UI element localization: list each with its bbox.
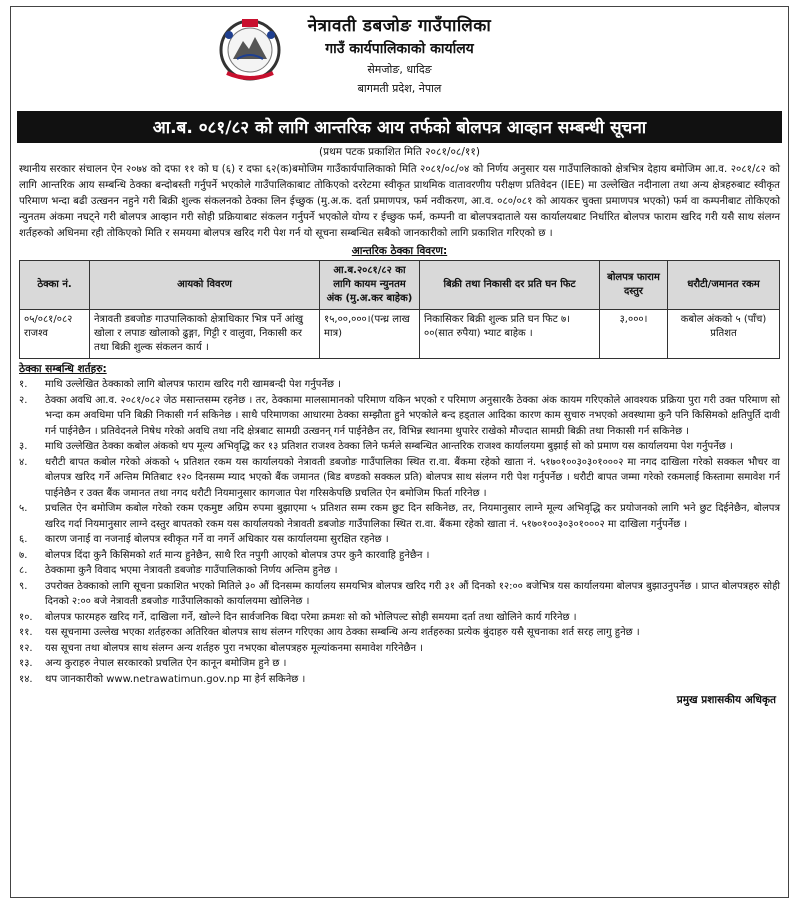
term-text: माथि उल्लेखित ठेक्का कबोल अंकको थप मूल्य अभिवृद्धि कर १३ प्रतिशत राजश्व ठेक्का लिने फर्मले सम्बन्धित आन्तरिक राजश्व कार्यालयमा बुझाई सो को प्रमाण यस कार्यालयमा पेश गर्नुपर्नेछ । [45, 441, 733, 452]
term-text: उपरोक्त ठेक्काको लागि सूचना प्रकाशित भएको मितिले ३० औं दिनसम्म कार्यालय समयभित्र बोलपत्र खरिद गरी ३१ औं दिनको १२:०० बजेभित्र यस कार्यालयमा बोलपत्र बुझाउनुपर्नेछ । प्राप्त बोलपत्रहरु सोही दिनको २:०० बजे नेत्रावती डबजोङ गाउँपालिकाको कार्यालयमा खोलिनेछ । [45, 580, 780, 607]
list-item [19, 439, 780, 455]
term-text: बोलपत्र दिंदा कुनै किसिमको शर्त मान्य हुनेछैन, साथै रित नपुगी आएको बोलपत्र उपर कुनै कारवाहि हुनेछैन । [45, 549, 430, 561]
notice-title: आ.ब. ०८१/८२ को लागि आन्तरिक आय तर्फको बोलपत्र आव्हान सम्बन्धी सूचना [17, 111, 782, 143]
term-text: बोलपत्र फारमहरु खरिद गर्ने, दाखिला गर्ने, खोल्ने दिन सार्वजनिक बिदा परेमा क्रमशः सो को भोलिपल्ट सोही समयमा दर्ता तथा खोलिने कार्य गरिनेछ । [45, 611, 577, 623]
term-text: धरौटी बापत कबोल गरेको अंकको ५ प्रतिशत रकम यस कार्यालयको नेत्रावती डबजोङ गाउँपालिका स्थित रा.वा. बैंकमा रहेको खाता नं. ५१७०१००३०३०१०००२ मा नगद दाखिला गरेको सक्कल भौचर वा बोलपत्र खरिद गर्ने अन्तिम मितिबाट १२० दिनसम्म म्याद भएको बैंक जमानत (बिड बण्डको सक्कल प्रति) बोलपत्र साथ संलग्न गरी पेश गर्नुपर्नेछ । धरौटी बापत जम्मा गरेको रकमलाई किस्तामा समावेश गर्न पाईनेछैन र उक्त बैंक जमानत तथा नगद धरौटी नियमानुसार कागजात पेश गरिसकेपछि प्रचलित ऐन बमोजिम फिर्ता गरिनेछ । [45, 456, 780, 499]
list-item [19, 625, 780, 641]
term-number: ७. [19, 549, 28, 561]
list-item [19, 579, 780, 610]
term-text: यस सूचनामा उल्लेख भएका शर्तहरुका अतिरिक्त बोलपत्र साथ संलग्न गरिएका आय ठेक्का सम्बन्धि अन्य शर्तहरुका प्रत्येक बुंदाहरु यसै सूचनाका शर्त सरह लागु हुनेछ । [45, 627, 640, 638]
table-cell: निकासिकर बिक्री शुल्क प्रति घन फिट ७।००(सात रुपैया) भ्याट बाहेक । [420, 310, 600, 359]
terms-heading: ठेक्का सम्बन्धि शर्तहरु: [19, 363, 107, 375]
term-number: १०. [19, 611, 33, 623]
table-cell: ०५/०८१/०८२ राजश्व [20, 310, 90, 359]
office-location: सेमजोङ, धादिङ [367, 63, 432, 76]
term-number: ५. [19, 503, 28, 514]
term-text: माथि उल्लेखित ठेक्काको लागि बोलपत्र फाराम खरिद गरी खामबन्दी पेश गर्नुपर्नेछ । [45, 379, 342, 390]
table-row [20, 310, 780, 359]
table-cell: नेत्रावती डबजोङ गाउपालिकाको क्षेत्राधिकार भित्र पर्ने आंखु खोला र लपाङ खोलाको ढुङ्गा, गिट्टी र वालुवा, निकासी कर तथा बिक्री शुल्क संकलन कार्य । [90, 310, 320, 359]
municipality-name: नेत्रावती डबजोङ गाउँपालिका [307, 16, 492, 36]
table-cell: कबोल अंकको ५ (पाँच) प्रतिशत [668, 310, 780, 359]
contract-table-title: आन्तरिक ठेक्का विवरण: [351, 245, 448, 257]
office-name: गाउँ कार्यपालिकाको कार्यालय [325, 41, 474, 57]
col-header: धरौटी/जमानत रकम [668, 261, 780, 310]
term-number: १३. [19, 658, 33, 669]
list-item [19, 672, 780, 688]
list-item [19, 610, 780, 626]
list-item [19, 641, 780, 657]
province-name: बागमती प्रदेश, नेपाल [357, 82, 442, 95]
table-cell: ३,०००। [600, 310, 668, 359]
term-text: अन्य कुराहरु नेपाल सरकारको प्रचलित ऐन कानून बमोजिम हुने छ । [45, 658, 287, 669]
list-item [19, 455, 780, 502]
term-text: कारण जनाई वा नजनाई बोलपत्र स्वीकृत गर्ने वा नगर्ने अधिकार यस कार्यालयमा सुरक्षित रहनेछ । [45, 534, 389, 545]
col-header: आ.ब.२०८१/८२ का लागि कायम न्युनतम अंक (मु.अ.कर बाहेक) [320, 261, 420, 310]
notice-page [10, 6, 789, 898]
col-header: ठेक्का नं. [20, 261, 90, 310]
list-item [19, 548, 780, 564]
nepal-government-emblem-icon [215, 15, 285, 81]
table-cell: १५,००,०००।(पन्ध्र लाख मात्र) [320, 310, 420, 359]
publication-date: (प्रथम पटक प्रकाशित मिति २०८१/०८/११) [319, 146, 480, 158]
contract-table [19, 260, 780, 359]
term-number: ८. [19, 565, 28, 576]
intro-paragraph: स्थानीय सरकार संचालन ऐन २०७४ को दफा ११ को घ (६) र दफा ६२(क)बमोजिम गाउँकार्यपालिकाको मिति २०८१/०८/०४ को निर्णय अनुसार यस गाउँपालिकाको क्षेत्रभित्र देहाय बमोजिम आ.व. २०८१/८२ को लागि आन्तरिक आय सम्बन्धि ठेक्का बन्दोबस्ती गर्नुपर्ने भएकोले गाउँपालिकाबाट तोकिएको दररेटमा स्वीकृत प्राथमिक वातावरणीय परीक्षण प्रतिवेदन (IEE) मा उल्लेखित नदीनाला तथा अन्य क्षेत्रहरुबाट स्वीकृत परिमाण भन्दा बढी उत्खनन नहुने गरी बिक्री शुल्क संकलनको ठेक्का लिन ईच्छुक (मु.अ.क. दर्ता प्रमाणपत्र, फर्म नवीकरण, आ.व. ०८०/०८१ को आयकर चुक्ता प्रमाणपत्र भएको) फर्म वा कम्पनीबाट तोकिएको न्युनतम अंकमा नघट्ने गरी बोलपत्र आव्हान गरी सोही प्रक्रियाबाट संकलन गर्नुपर्ने भएकोले योग्य र ईच्छुक फर्म, कम्पनी वा बोलपत्रदाताले यस कार्यालयबाट निर्धारित बोलपत्र फाराम खरिद गरी यसै साथ संलग्न शर्तहरुको अधिनमा रही तोकिएको मिति र समयमा बोलपत्र खरिद गरी पेश गर्न यो सूचना सम्बन्धित सबैको जानकारीको लागि प्रकाशित गरिएको छ । [19, 164, 780, 239]
term-text: थप जानकारीको www.netrawatimun.gov.np मा हेर्न सकिनेछ । [45, 673, 306, 685]
term-number: २. [19, 394, 28, 406]
term-number: ९. [19, 580, 28, 592]
term-text: यस सूचना तथा बोलपत्र साथ संलग्न अन्य शर्तहरु पुरा नभएका बोलपत्रहरु मूल्यांकनमा समावेश गरिनेछैन । [45, 642, 424, 654]
letterhead [19, 13, 780, 109]
term-number: १. [19, 379, 28, 390]
term-text: ठेक्कामा कुनै विवाद भएमा नेत्रावती डबजोङ गाउँपालिकाको निर्णय अन्तिम हुनेछ । [45, 565, 338, 576]
term-number: १२. [19, 642, 33, 654]
term-number: ६. [19, 534, 28, 545]
term-text: ठेक्का अवधि आ.व. २०८१/०८२ जेठ मसान्तसम्म रहनेछ । तर, ठेक्कामा मालसामानको परिमाण यकिन भएको र परिमाण अनुसारकै ठेक्का अंक कायम गरिएकोले आवश्यक प्रक्रिया पुरा गरी उक्त परिमाण सो भन्दा कम अवधिमा पनि बिक्री निकासी गर्न सकिनेछ । साथै परिमाणका आधारमा ठेक्का सम्झौता हुने भएकोले बन्द हड्ताल आदिका कारण काम सुचारु नभएको अवस्थामा कुनै पनि किसिमको क्षतिपुर्ति दावी गर्न पाईनेछैन । प्रतिवेदनले निषेध गरेको अवधि तथा नदि क्षेत्रबाट सामग्री उत्खनन् गर्न पाईनेछैन तर, विभिन्न स्थानमा थुपारेर राखेको मौज्दात सामग्री बिक्री तथा निकासी गर्न सकिनेछ । [45, 394, 780, 437]
list-item [19, 377, 780, 393]
list-item [19, 563, 780, 579]
table-header-row [20, 261, 780, 310]
term-number: १४. [19, 673, 33, 685]
term-number: ११. [19, 627, 33, 638]
term-number: ३. [19, 441, 28, 452]
term-number: ४. [19, 456, 28, 468]
col-header: बिक्री तथा निकासी दर प्रति घन फिट [420, 261, 600, 310]
list-item [19, 393, 780, 440]
term-text: प्रचलित ऐन बमोजिम कबोल गरेको रकम एकमुष्ट अग्रिम रुपमा बुझाएमा ५ प्रतिशत सम्म रकम छुट दिन सकिनेछ, तर, नियमानुसार लाग्ने मूल्य अभिवृद्धि कर प्रयोजनको लागि भने छुट दिईनेछैन, बोलपत्र खरिद गर्दा नियमानुसार लाग्ने दस्तुर बापतको रकम यस कार्यालयको नेत्रावती डबजोङ गाउँपालिका स्थित रा.वा. बैंकमा रहेको खाता नं. ५१७०१००३०३०१०००२ मा दाखिला गर्नुपर्नेछ । [45, 503, 780, 530]
list-item [19, 532, 780, 548]
list-item [19, 656, 780, 672]
signatory-title: प्रमुख प्रशासकीय अधिकृत [676, 694, 776, 706]
list-item [19, 501, 780, 532]
terms-list [19, 377, 780, 687]
col-header: आयको विवरण [90, 261, 320, 310]
col-header: बोलपत्र फाराम दस्तुर [600, 261, 668, 310]
